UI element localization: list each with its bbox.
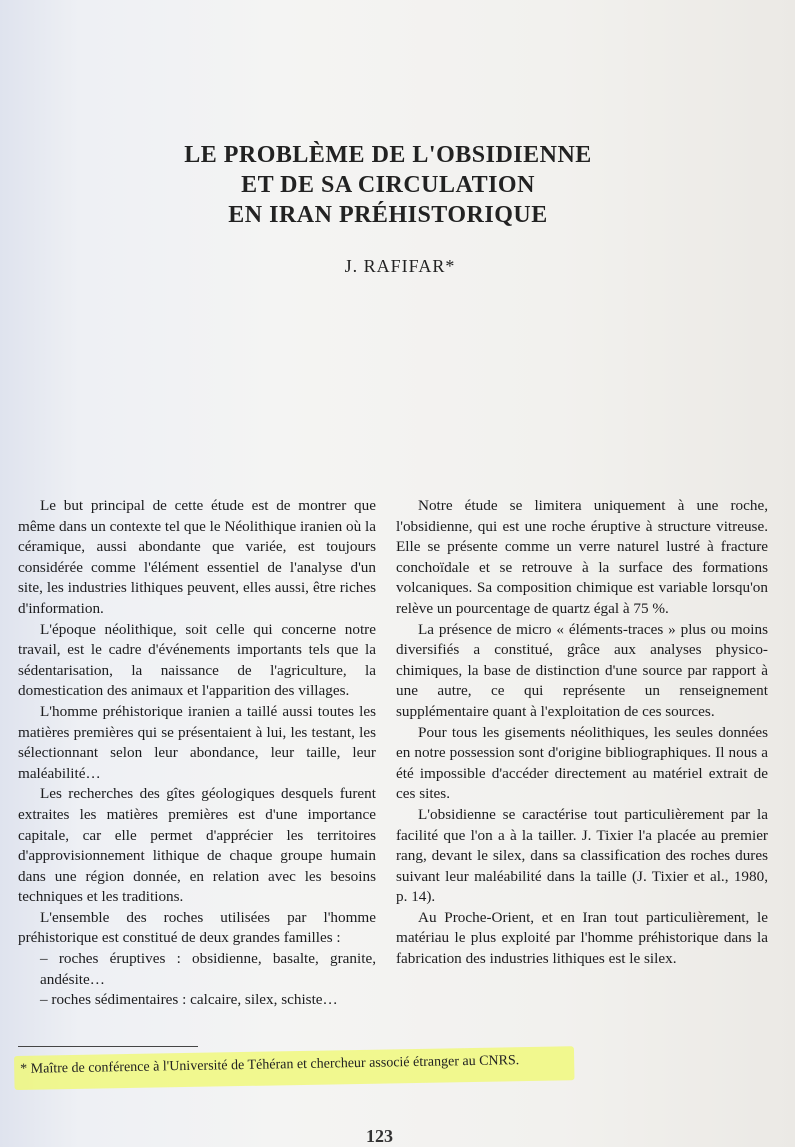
paragraph: L'époque néolithique, soit celle qui concerne notre travail, est le cadre d'événements importants tels que la sédentarisation, la naissance de l'agriculture, la domestication des animaux et l'apparition des villages. [18, 620, 376, 700]
paragraph: L'ensemble des roches utilisées par l'homme préhistorique est constitué de deux grandes familles : [18, 908, 376, 947]
footnote-divider [18, 1046, 198, 1047]
paragraph: L'homme préhistorique iranien a taillé aussi toutes les matières premières qui se présentaient à lui, les testant, les sélectionnant selon leur abondance, leur taille, leur maléabilité… [18, 702, 376, 782]
list-item: – roches éruptives : obsidienne, basalte, granite, andésite… [40, 950, 376, 988]
paragraph: Les recherches des gîtes géologiques desquels furent extraites les matières premières est d'une importance capitale, car elle permet d'apprécier les territoires d'approvisionnement lithique de chaque groupe humain dans une région donnée, en relation avec les besoins techniques et les traditions. [18, 785, 376, 906]
footnote-text: * Maître de conférence à l'Université de Téhéran et chercheur associé étranger au CNRS. [20, 1053, 520, 1077]
article-title [120, 140, 656, 230]
paragraph: L'obsidienne se caractérise tout particulièrement par la facilité que l'on a à la tailler. J. Tixier l'a placée au premier rang, devant le silex, dans sa classification des roches dures suivant leur maléabilité dans la taille (J. Tixier et al., 1980, p. 14). [396, 805, 768, 906]
list-item: – roches sédimentaires : calcaire, silex, schiste… [40, 991, 338, 1009]
paragraph: Pour tous les gisements néolithiques, les seules données en notre possession sont d'origine bibliographiques. Il nous a été impossible d'accéder directement au matériel extrait de ces sites. [396, 723, 768, 803]
paragraph: La présence de micro « éléments-traces » plus ou moins diversifiés a constitué, grâce aux analyses physico-chimiques, la base de distinction d'une source par rapport à une autre, ce qui représente un renseignement supplémentaire quant à l'exploitation de ces sources. [396, 620, 768, 720]
paragraph: Notre étude se limitera uniquement à une roche, l'obsidienne, qui est une roche éruptive à structure vitreuse. Elle se présente comme un verre naturel lustré à fracture conchoïdale et se retrouve à la surface des formations volcaniques. Sa composition chimique est variable lorsqu'on relève un pourcentage de quartz égal à 75 %. [396, 497, 768, 617]
paragraph: Au Proche-Orient, et en Iran tout particulièrement, le matériau le plus exploité par l'homme préhistorique dans la fabrication des industries lithiques est le silex. [396, 908, 768, 968]
page-number: 123 [366, 1126, 393, 1146]
footnote-highlight [14, 1046, 575, 1090]
right-column [396, 496, 768, 970]
author-name: J. RAFIFAR* [344, 256, 456, 276]
title-line-3: EN IRAN PRÉHISTORIQUE [228, 202, 548, 228]
title-line-1: LE PROBLÈME DE L'OBSIDIENNE [184, 142, 592, 168]
title-line-2: ET DE SA CIRCULATION [241, 172, 535, 198]
left-column [18, 496, 376, 1011]
paragraph: Le but principal de cette étude est de montrer que même dans un contexte tel que le Néolithique iranien où la céramique, aussi abondante que variée, est toujours considérée comme l'élément essentiel de l'analyse d'un site, les industries lithiques peuvent, elles aussi, être riches d'information. [18, 497, 376, 617]
